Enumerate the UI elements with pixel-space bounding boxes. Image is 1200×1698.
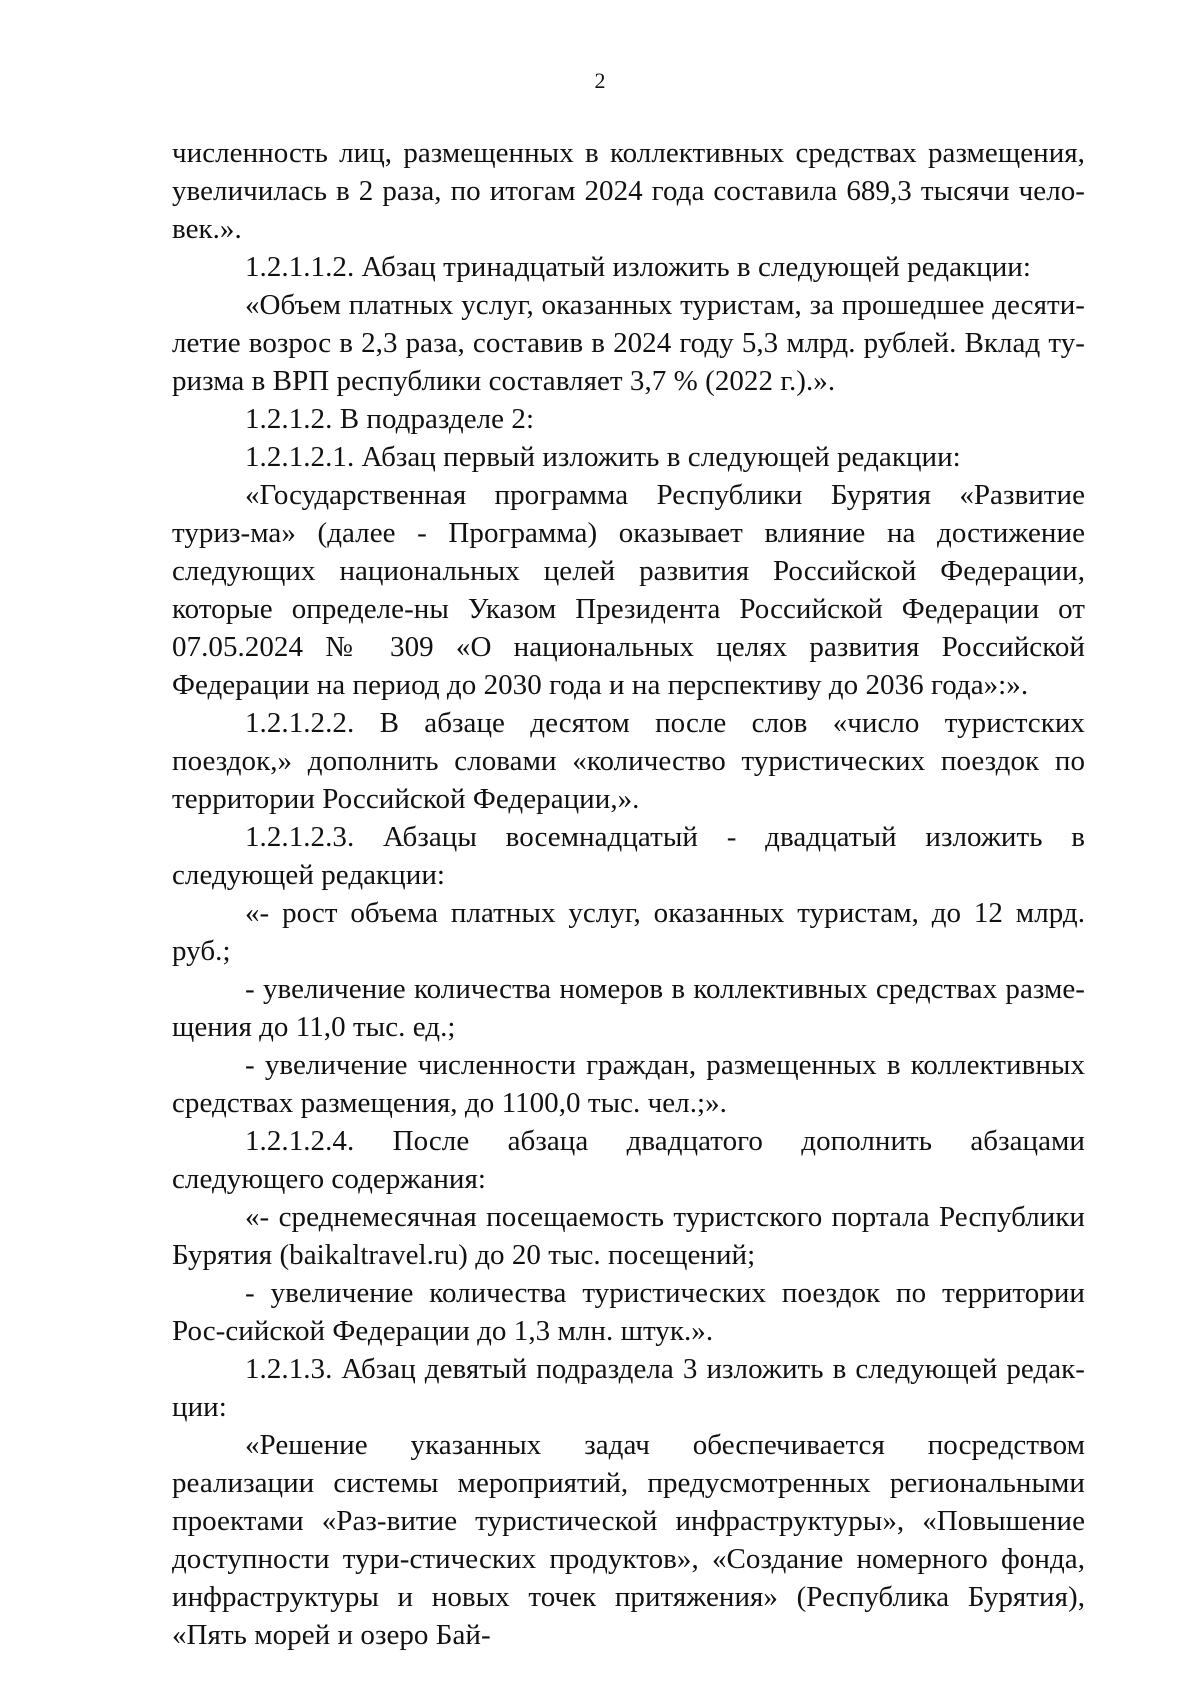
paragraph-continuation: численность лиц, размещенных в коллективных средствах размещения, увеличилась в 2 раза, по итогам 2024 года составила 689,3 тысячи чело-век.». (172, 137, 1085, 245)
paragraph-quote-regional-projects: «Решение указанных задач обеспечивается посредством реализации системы мероприятий, предусмотренных региональными проектами «Раз-витие туристической инфраструктуры», «Повышение доступности тури-стических продуктов», «Создание номерного фонда, инфраструктуры и новых точек притяжения» (Республика Бурятия), «Пять морей и озеро Бай- (172, 1429, 1085, 1651)
paragraph-item-1-2-1-2-3: 1.2.1.2.3. Абзацы восемнадцатый - двадцатый изложить в следующей редакции: (172, 821, 1085, 891)
paragraph-list-trips: - увеличение количества туристических поездок по территории Рос-сийской Федерации до 1,3 млн. штук.». (172, 1277, 1085, 1347)
paragraph-item-1-2-1-2: 1.2.1.2. В подразделе 2: (245, 403, 535, 435)
paragraph-list-paid-services: «- рост объема платных услуг, оказанных туристам, до 12 млрд. руб.; (172, 897, 1085, 967)
paragraph-item-1-2-1-2-1: 1.2.1.2.1. Абзац первый изложить в следующей редакции: (245, 441, 961, 473)
paragraph-list-citizens: - увеличение численности граждан, размещенных в коллективных средствах размещения, до 1100,0 тыс. чел.;». (172, 1049, 1085, 1119)
paragraph-item-1-2-1-3: 1.2.1.3. Абзац девятый подраздела 3 изложить в следующей редак-ции: (172, 1353, 1085, 1423)
document-body (172, 134, 1085, 1654)
paragraph-item-1-2-1-2-4: 1.2.1.2.4. После абзаца двадцатого дополнить абзацами следующего содержания: (172, 1125, 1085, 1195)
paragraph-list-rooms: - увеличение количества номеров в коллективных средствах разме-щения до 11,0 тыс. ед.; (172, 973, 1085, 1043)
paragraph-item-1-2-1-1-2: 1.2.1.1.2. Абзац тринадцатый изложить в следующей редакции: (245, 251, 1031, 283)
paragraph-item-1-2-1-2-2: 1.2.1.2.2. В абзаце десятом после слов «число туристских поездок,» дополнить словами «количество туристических поездок по территории Российской Федерации,». (172, 707, 1085, 815)
paragraph-list-portal: «- среднемесячная посещаемость туристского портала Республики Бурятия (baikaltravel.ru) до 20 тыс. посещений; (172, 1201, 1085, 1271)
page-number: 2 (594, 68, 606, 93)
paragraph-quote-paid-services: «Объем платных услуг, оказанных туристам, за прошедшее десяти-летие возрос в 2,3 раза, составив в 2024 году 5,3 млрд. рублей. Вклад ту-ризма в ВРП республики составляет 3,7 % (2022 г.).». (172, 289, 1085, 397)
paragraph-quote-state-program: «Государственная программа Республики Бурятия «Развитие туриз-ма» (далее - Программа) оказывает влияние на достижение следующих национальных целей развития Российской Федерации, которые определе-ны Указом Президента Российской Федерации от 07.05.2024 № 309 «О национальных целях развития Российской Федерации на период до 2030 года и на перспективу до 2036 года»:». (172, 479, 1085, 701)
